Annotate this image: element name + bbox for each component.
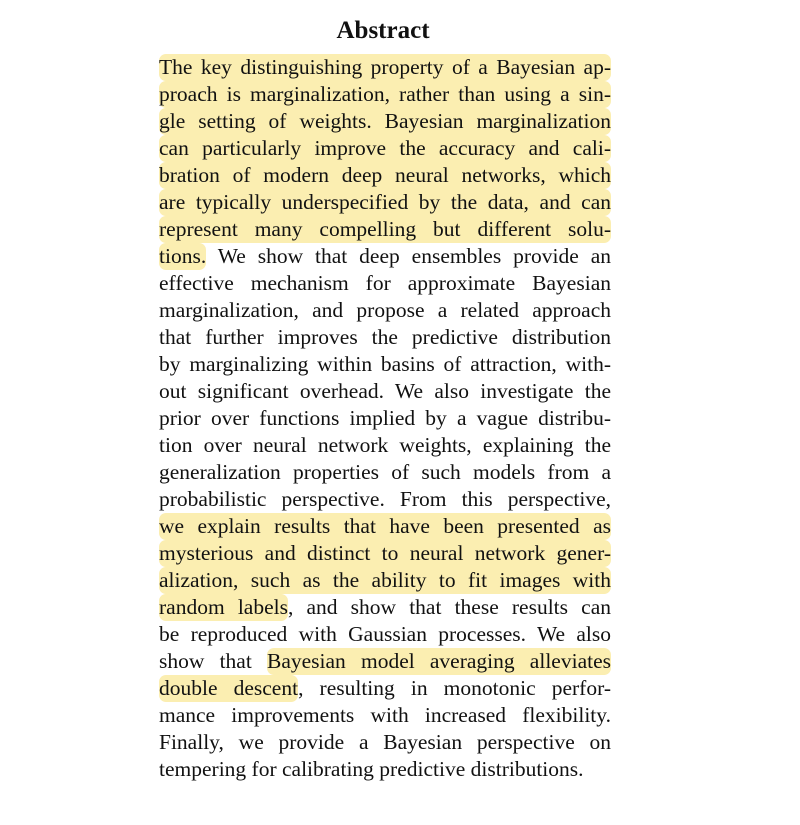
highlighted-text: can particularly improve the accuracy and cali- (159, 136, 611, 160)
abstract-text: be reproduced with Gaussian processes. We also (159, 622, 611, 646)
abstract-text: , and show that these results can (287, 595, 611, 619)
abstract-line (159, 270, 611, 297)
abstract-line (159, 540, 611, 567)
abstract-line (159, 378, 611, 405)
abstract-line (159, 54, 611, 81)
abstract-line (159, 513, 611, 540)
abstract-line (159, 81, 611, 108)
abstract-heading: Abstract (336, 17, 430, 44)
abstract-line (159, 405, 611, 432)
abstract-line (159, 351, 611, 378)
abstract-text: out significant overhead. We also investigate the (159, 379, 611, 403)
abstract-line (159, 189, 611, 216)
abstract-text: tion over neural network weights, explaining the (159, 433, 611, 457)
highlighted-text: represent many compelling but different solu- (159, 217, 611, 241)
abstract-line (159, 702, 611, 729)
abstract-line (159, 756, 611, 783)
abstract-line (159, 567, 611, 594)
abstract-line (159, 432, 611, 459)
highlighted-text: The key distinguishing property of a Bayesian ap- (159, 55, 611, 79)
abstract-line (159, 243, 611, 270)
abstract-text: that further improves the predictive distribution (159, 325, 611, 349)
highlighted-text: random labels (159, 595, 288, 619)
abstract-text: mance improvements with increased flexibility. (159, 703, 611, 727)
highlighted-text: proach is marginalization, rather than using a sin- (159, 82, 611, 106)
abstract-line (159, 108, 611, 135)
highlighted-text: alization, such as the ability to fit images with (159, 568, 611, 592)
abstract-text: effective mechanism for approximate Bayesian (159, 271, 611, 295)
abstract-line (159, 594, 611, 621)
abstract-text: probabilistic perspective. From this perspective, (159, 487, 611, 511)
abstract-line (159, 675, 611, 702)
abstract-body (159, 54, 611, 783)
abstract-text: We show that deep ensembles provide an (206, 244, 611, 268)
abstract-text: tempering for calibrating predictive distributions. (159, 757, 584, 781)
abstract-line (159, 297, 611, 324)
abstract-line (159, 216, 611, 243)
highlighted-text: tions. (159, 244, 207, 268)
abstract-text: by marginalizing within basins of attraction, with- (159, 352, 611, 376)
abstract-text: generalization properties of such models from a (159, 460, 611, 484)
highlighted-text: gle setting of weights. Bayesian marginalization (159, 109, 611, 133)
abstract-line (159, 729, 611, 756)
abstract-line (159, 324, 611, 351)
highlighted-text: are typically underspecified by the data, and can (159, 190, 611, 214)
abstract-text: prior over functions implied by a vague distribu- (159, 406, 611, 430)
highlighted-text: bration of modern deep neural networks, which (159, 163, 611, 187)
highlighted-text: mysterious and distinct to neural network gener- (159, 541, 611, 565)
abstract-text: marginalization, and propose a related approach (159, 298, 611, 322)
highlighted-text: we explain results that have been presented as (159, 514, 611, 538)
abstract-line (159, 621, 611, 648)
abstract-text: , resulting in monotonic perfor- (298, 676, 611, 700)
abstract-line (159, 135, 611, 162)
abstract-line (159, 459, 611, 486)
highlighted-text: double descent (159, 676, 299, 700)
abstract-line (159, 162, 611, 189)
abstract-line (159, 486, 611, 513)
highlighted-text: Bayesian model averaging alleviates (266, 649, 611, 673)
abstract-text: show that (159, 649, 267, 673)
abstract-line (159, 648, 611, 675)
abstract-text: Finally, we provide a Bayesian perspective on (159, 730, 611, 754)
